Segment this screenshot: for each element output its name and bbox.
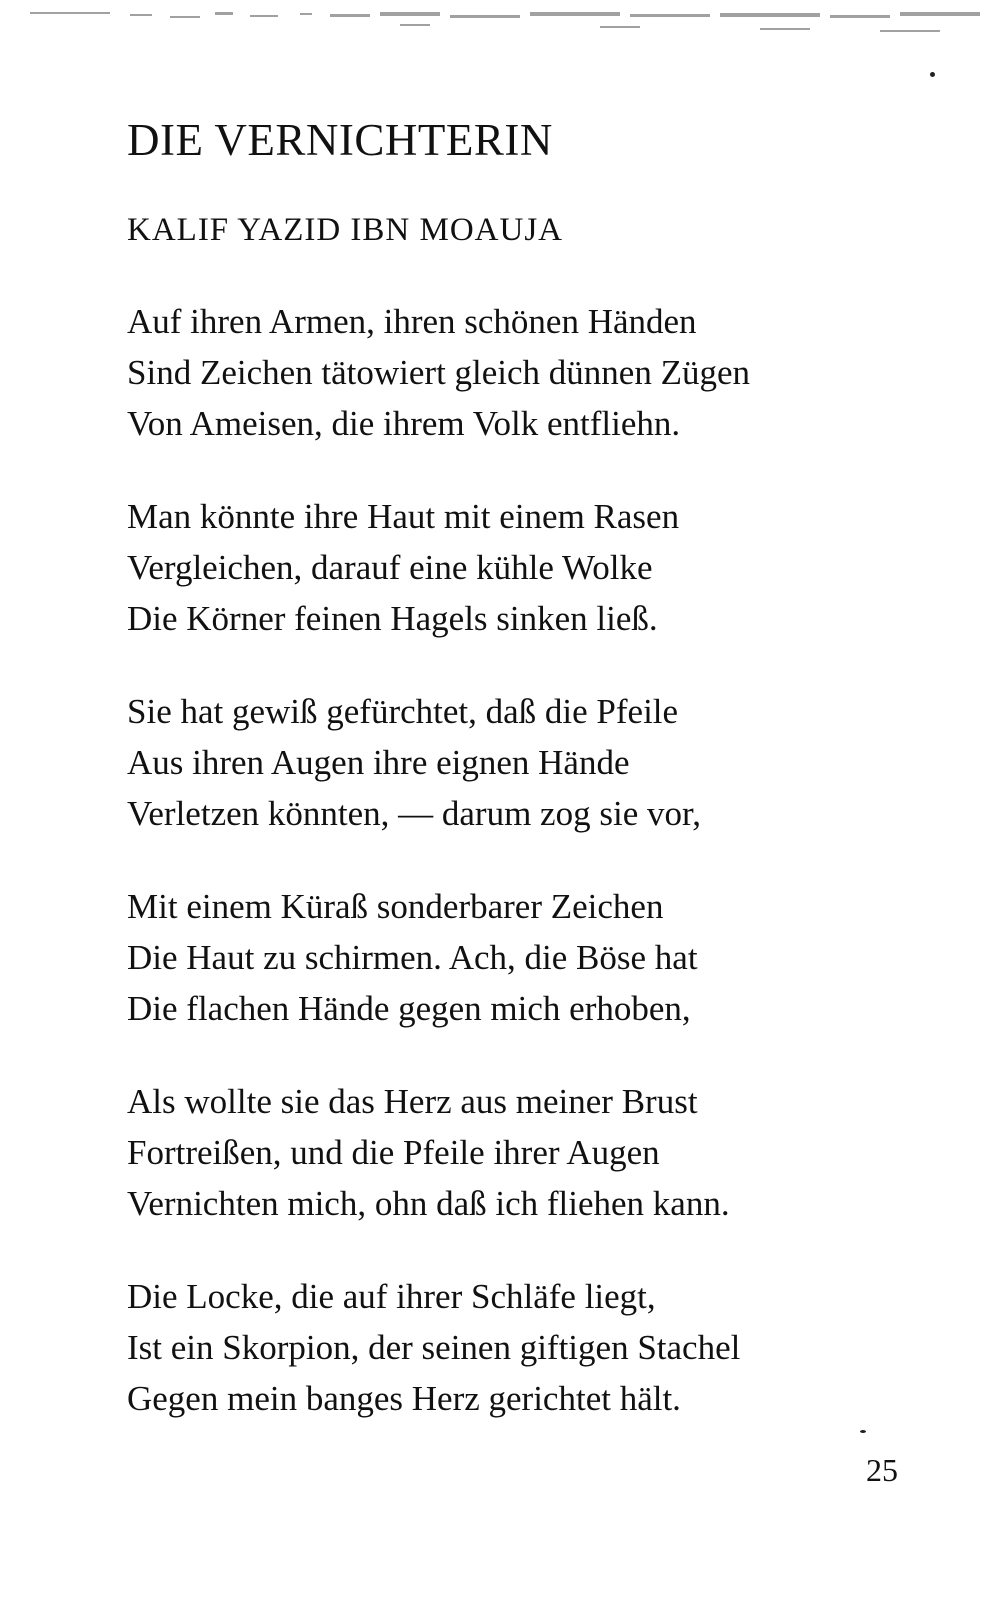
stanza: [127, 881, 927, 1034]
poem-line: Fortreißen, und die Pfeile ihrer Augen: [127, 1133, 660, 1172]
poem-line: Mit einem Küraß sonderbarer Zeichen: [127, 887, 664, 926]
poem-line: Verletzen könnten, — darum zog sie vor,: [127, 794, 701, 833]
ink-speck: [930, 72, 935, 77]
poem-line: Vernichten mich, ohn daß ich fliehen kann.: [127, 1184, 730, 1223]
poem-line: Von Ameisen, die ihrem Volk entfliehn.: [127, 404, 681, 443]
poem-line: Aus ihren Augen ihre eignen Hände: [127, 743, 630, 782]
poem-line: Vergleichen, darauf eine kühle Wolke: [127, 548, 653, 587]
poem-line: Ist ein Skorpion, der seinen giftigen Stachel: [127, 1328, 741, 1367]
poem-line: Auf ihren Armen, ihren schönen Händen: [127, 302, 697, 341]
poem-title: DIE VERNICHTERIN: [127, 115, 553, 165]
poem-line: Die Haut zu schirmen. Ach, die Böse hat: [127, 938, 698, 977]
poem-body: [127, 296, 927, 1424]
scan-noise-top: [0, 0, 1000, 60]
stanza: [127, 1076, 927, 1229]
poem-line: Die Locke, die auf ihrer Schläfe liegt,: [127, 1277, 656, 1316]
poem-line: Gegen mein banges Herz gerichtet hält.: [127, 1379, 681, 1418]
poem-page: [127, 110, 927, 1466]
poem-subtitle: KALIF YAZID IBN MOAUJA: [127, 212, 564, 248]
stanza: [127, 491, 927, 644]
page-number: 25: [866, 1452, 898, 1488]
poem-line: Sie hat gewiß gefürchtet, daß die Pfeile: [127, 692, 679, 731]
poem-line: Die flachen Hände gegen mich erhoben,: [127, 989, 691, 1028]
poem-line: Die Körner feinen Hagels sinken ließ.: [127, 599, 658, 638]
stanza: [127, 686, 927, 839]
poem-line: Als wollte sie das Herz aus meiner Brust: [127, 1082, 698, 1121]
poem-line: Man könnte ihre Haut mit einem Rasen: [127, 497, 680, 536]
stanza: [127, 296, 927, 449]
poem-line: Sind Zeichen tätowiert gleich dünnen Zügen: [127, 353, 751, 392]
stanza: [127, 1271, 927, 1424]
